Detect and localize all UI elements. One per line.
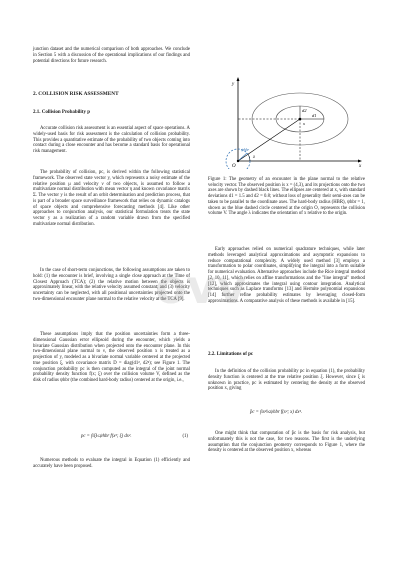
observed-point-label: x: [303, 121, 305, 126]
figure-1-caption: Figure 1: The geometry of an encounter in the plane normal to the relative velocity vector. The observed position is x = (4,3), and its projections onto the two axes are shown by dashed black lines. The ellipses are centered at x, with standard deviations d1 = 1.5 and d2 = 0.8; without loss of generality their semi-axes can be taken to be parallel to the coordinate axes. The hard-body radius (HBR), ψhbr = 1, shown as the blue dashed circle centered at the origin O, represents the collision volume V. The angle λ indicates the orientation of x relative to the origin.: [208, 176, 365, 217]
position-vector: [238, 119, 300, 161]
hbr-label: ψhbr: [241, 147, 250, 152]
hbr-radius: [238, 153, 247, 161]
y-axis-arrow: [237, 77, 240, 81]
paragraph-4: These assumptions imply that the position uncertainties form a three-dimensional Gaussian error ellipsoid during the encounter, which yields a bivariate Gaussian distribution when projected onto the encounter plane. In this two-dimensional plane normal to ν, the observed position x is treated as a projection of y, modeled as a bivariate normal variable centered at the projected true position ξ, with covariance matrix D = diag(d1², d2²); see Figure 1. The conjunction probability pc is then computed as the integral of the joint normal probability density function f(x; ξ) over the collision volume V, defined as the disk of radius ψhbr (the combined hard-body radius) centered at the origin, i.e.,: [33, 332, 190, 383]
origin-point: [237, 160, 239, 162]
d1-label: d1: [312, 113, 317, 118]
observed-point: [299, 118, 302, 121]
equation-1-body: pc = ∫‖ξ‖≤ψhbr f(x²; ξ) dx².: [81, 434, 132, 439]
d2-label: d2: [302, 108, 307, 113]
figure-1: [208, 73, 365, 169]
subsection-heading: 2.1. Collision Probability p: [33, 110, 91, 115]
section-heading: 2. COLLISION RISK ASSESSMENT: [33, 91, 119, 97]
watermark-text: ovv: [155, 260, 247, 314]
paragraph-7: In the definition of the collision probability pc in equation (1), the probability density function is centered at the true relative position ξ. However, since ξ is unknown in practice, pc is estimated by centering the density at the observed position x, giving: [208, 369, 365, 392]
equation-1-number: (1): [182, 434, 188, 439]
paragraph-3: In the case of short-term conjunctions, the following assumptions are taken to hold: (1) the encounter is brief, involving a single close approach at the Time of Closest Approach (TCA); (2) the relative motion between the objects is approximately linear, with the relative velocity assumed constant; and (3) velocity uncertainty can be neglected, with all positional uncertainties projected onto the two-dimensional encounter plane normal to the relative velocity at the TCA [9].: [33, 268, 190, 302]
origin-label: O: [232, 164, 236, 169]
equation-2: [208, 408, 365, 422]
equation-2-body: p̂c = ∫‖x²‖≤ψhbr f(x²; x) dx².: [250, 410, 303, 415]
paragraph-5: Numerous methods to evaluate the integral in Equation (1) efficiently and accurately have been proposed.: [33, 458, 190, 469]
paragraph-8: One might think that computation of p̂c is the basis for risk analysis, but unfortunately this is not the case, for two reasons. The first is the underlying assumption that the conjunction geometry corresponds to Figure 1, where the density is centered at the observed position x, whereas: [208, 431, 365, 454]
equation-1: [33, 432, 190, 446]
y-axis-label: y: [232, 82, 235, 87]
subsection-heading-2: 2.2. Limitations of pc: [208, 352, 254, 357]
intro-tail-paragraph: junction dataset and the numerical comparison of both approaches. We conclude in Section 5 with a discussion of the operational implications of our findings and potential directions for future research.: [33, 47, 190, 64]
x-axis-arrow: [358, 160, 362, 163]
x-axis-label: x: [359, 164, 362, 169]
angle-label: λ: [253, 154, 255, 159]
paragraph-2: The probability of collision, pc, is derived within the following statistical framework. The observed state vector y, which represents a noisy estimate of the relative position μ and velocity ν of two objects, is assumed to follow a multivariate normal distribution with mean vector η and known covariance matrix Σ. The vector y is the result of an orbit determination and prediction process, that is part of a broader space surveillance framework that relies on dynamic catalogs of space objects and comprehensive forecasting methods [4]. Like other approaches to conjunction analysis, our statistical formulation treats the state vector y as a realization of a random variable drawn from the specified multivariate normal distribution.: [33, 170, 190, 227]
paragraph-6: Early approaches relied on numerical quadrature techniques, while later methods leveraged analytical approximations and asymptotic expansions to reduce computational complexity. A widely used method [3] employs a transformation to polar coordinates, simplifying the integral into a form suitable for numerical evaluation. Alternative approaches include the Rice integral method [2, 10, 11], which relies on affine transformations and the "line integral" method [12], which approximates the integral using contour integration. Analytical techniques such as Laplace transforms [13] and Hermite polynomial expansions [14] further refine probability estimates by leveraging closed-form approximations. A comparative analysis of these methods is available in [15].: [208, 247, 365, 304]
paragraph-1: Accurate collision risk assessment is an essential aspect of space operations. A widely-used basis for risk assessment is the calculation of collision probability. This provides a quantitative estimate of the probability of two objects coming into contact during a close encounter and has become a standard basis for operational risk management.: [33, 126, 190, 154]
